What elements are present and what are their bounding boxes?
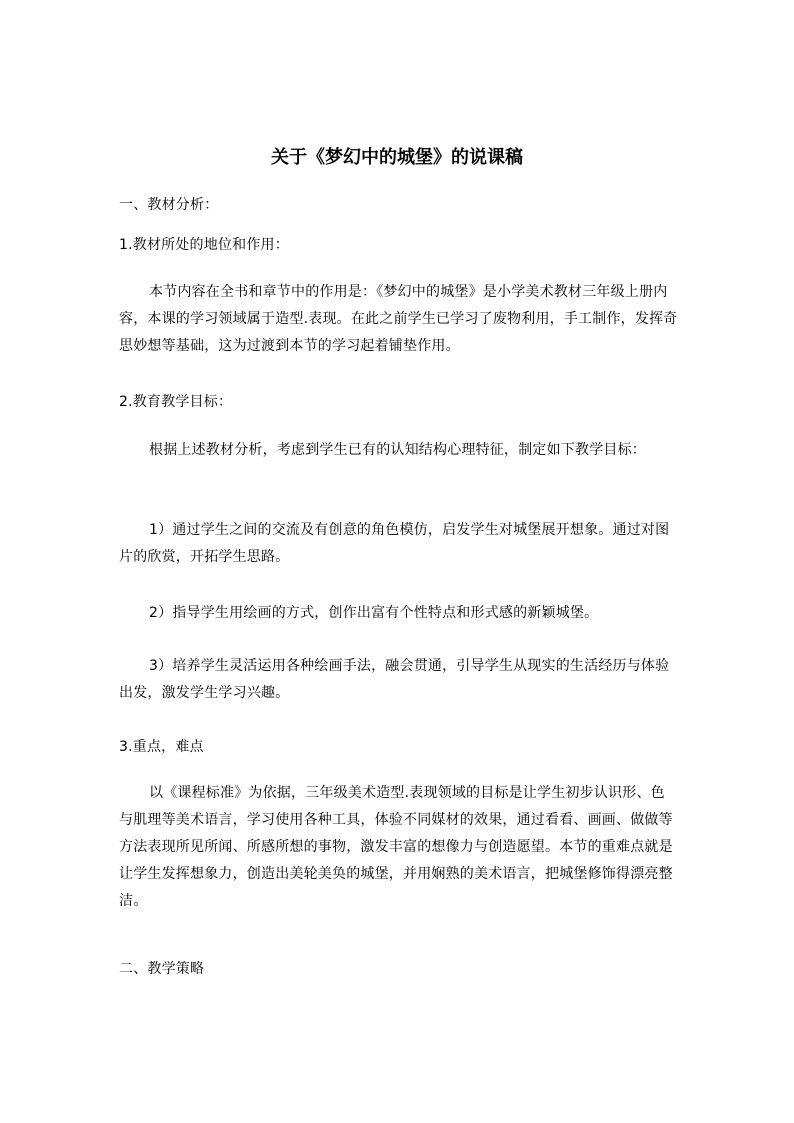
section-heading-textbook-analysis: 一、教材分析：: [119, 197, 219, 213]
subheading-teaching-goals: 2.教育教学目标：: [119, 394, 233, 410]
document-title: 关于《梦幻中的城堡》的说课稿: [271, 147, 523, 168]
subheading-position-and-role: 1.教材所处的地位和作用：: [119, 237, 289, 253]
subheading-key-points: 3.重点，难点: [119, 739, 204, 755]
paragraph-teaching-goals-intro: 根据上述教材分析，考虑到学生已有的认知结构心理特征，制定如下教学目标：: [149, 442, 646, 458]
paragraph-goal-1: 1）通过学生之间的交流及有创意的角色模仿，启发学生对城堡展开想象。通过对图片的欣赏，开拓学生思路。: [119, 522, 670, 565]
paragraph-goal-3: 3）培养学生灵活运用各种绘画手法，融会贯通，引导学生从现实的生活经历与体验出发，激发学生学习兴趣。: [119, 658, 670, 701]
paragraph-key-points: 以《课程标准》为依据，三年级美术造型.表现领域的目标是让学生初步认识形、色与肌理等美术语言，学习使用各种工具，体验不同媒材的效果，通过看看、画画、做做等方法表现所见所闻、所感所想的事物，激发丰富的想像力与创造愿望。本节的重难点就是让学生发挥想象力，创造出美轮美奂的城堡，并用娴熟的美术语言，把城堡修饰得漂亮整洁。: [119, 785, 673, 909]
paragraph-goal-2: 2）指导学生用绘画的方式，创作出富有个性特点和形式感的新颖城堡。: [149, 605, 599, 621]
paragraph-position-and-role: 本节内容在全书和章节中的作用是：《梦幻中的城堡》是小学美术教材三年级上册内容，本课的学习领域属于造型.表现。在此之前学生已学习了废物利用，手工制作，发挥奇思妙想等基础，这为过渡到本节的学习起着铺垫作用。: [119, 284, 678, 354]
section-heading-teaching-strategy: 二、教学策略: [119, 961, 205, 977]
